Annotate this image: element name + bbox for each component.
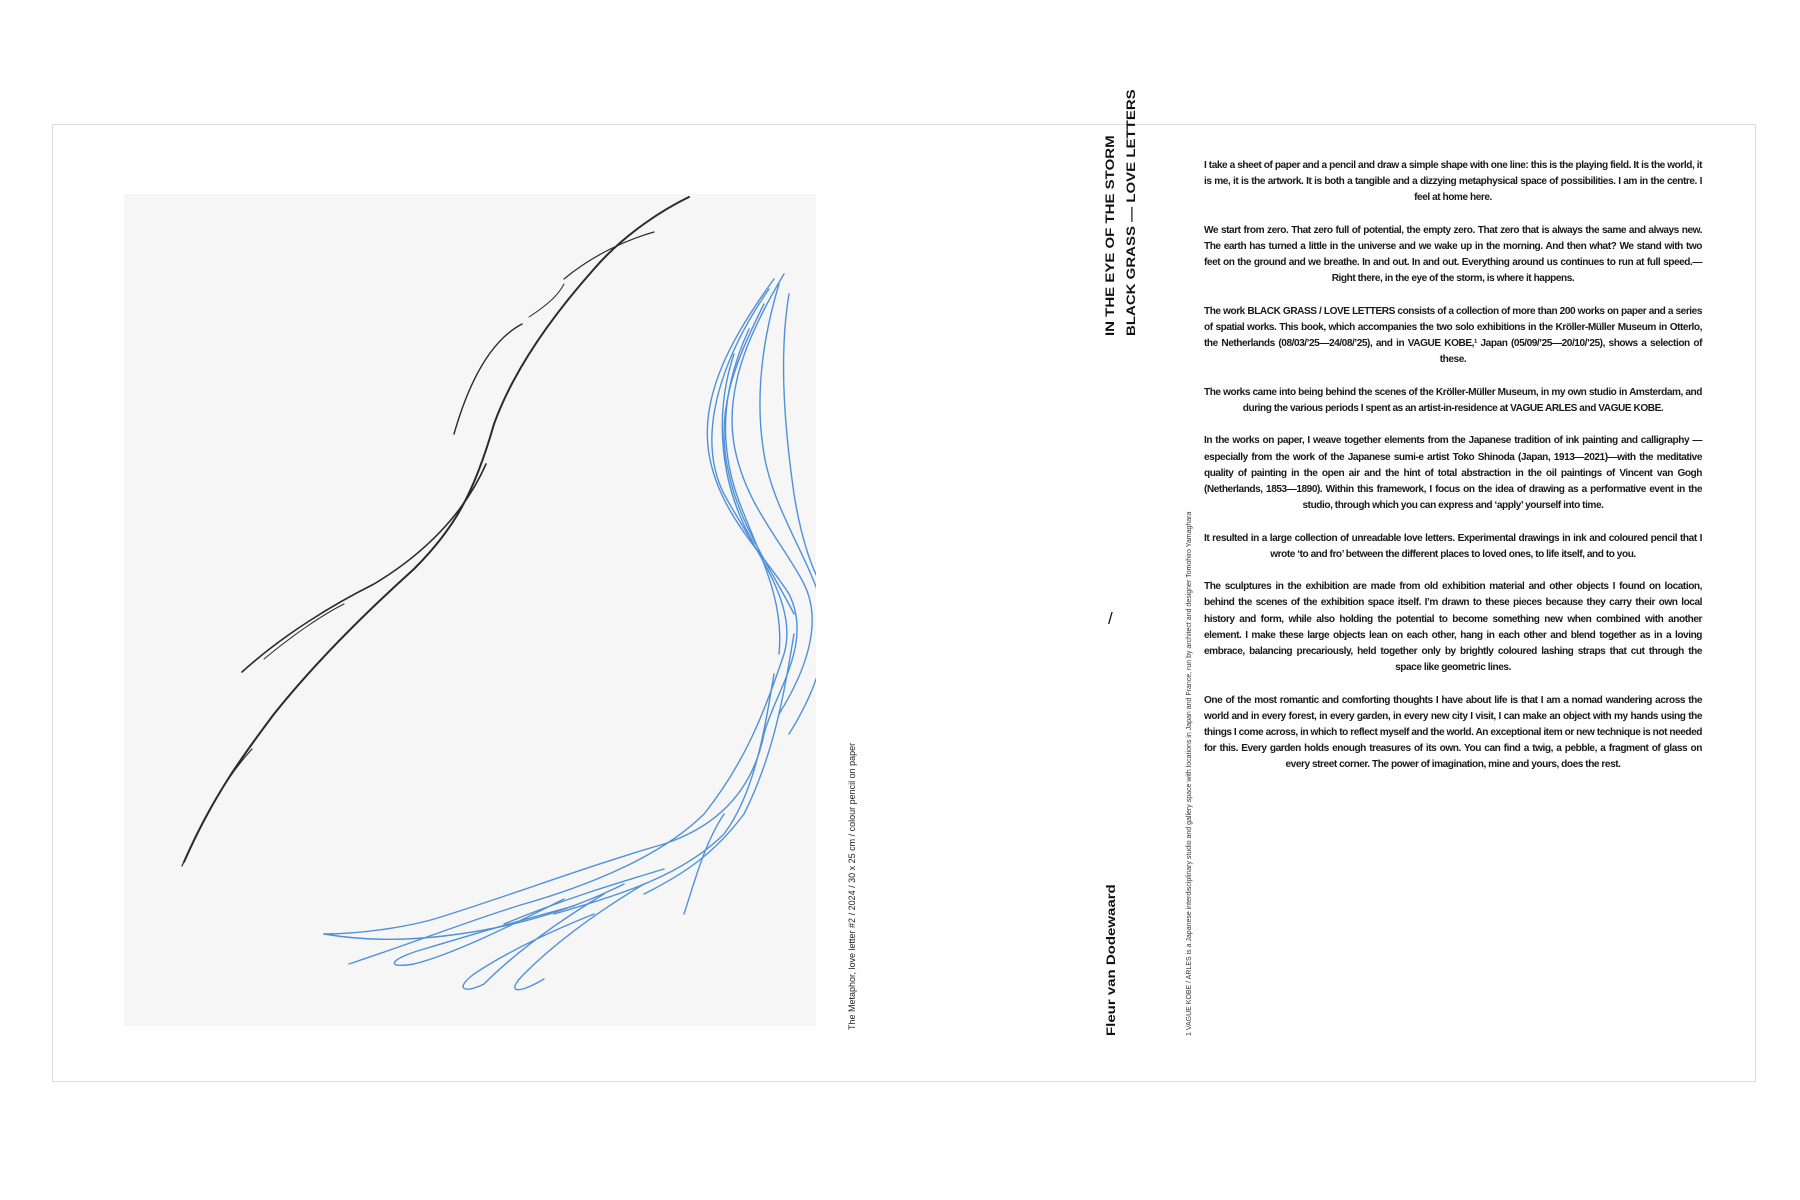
paragraph: The work BLACK GRASS / LOVE LETTERS consists of a collection of more than 200 works on paper and a series of spatial works. This book, which accompanies the two solo exhibitions in the Kröller-Müller Museum in Otterlo, the Netherlands (08/03/’25—24/08/’25), and in VAGUE KOBE,¹ Japan (05/09/’25—20/10/’25), shows a selection of these.	[1204, 305, 1702, 366]
paragraph: I take a sheet of paper and a pencil and draw a simple shape with one line: this is the playing field. It is the world, it is me, it is the artwork. It is both a tangible and a dizzying metaphysical space of possibilities. I am in the centre. I feel at home here.	[1204, 160, 1702, 204]
graphite-line	[182, 197, 689, 866]
paragraph: One of the most romantic and comforting thoughts I have about life is that I am a nomad wandering across the world and in every forest, in every garden, in every new city I visit, I can make an object with my hands using the things I come across, in which to reflect myself and the world. An exceptional item or new technique is not needed for this. Every garden holds enough treasures of its own. You can find a twig, a pebble, a fragment of glass on every street corner. The power of imagination, mine and yours, does the rest.	[1204, 694, 1702, 771]
footnote: 1 VAGUE KOBE / ARLES is a Japanese interdisciplinary studio and gallery space with locations in Japan and France, run by architect and designer Tomohiro Yamaghara	[1186, 511, 1193, 1036]
paragraph: We start from zero. That zero full of potential, the empty zero. That zero that is always the same and always new. The earth has turned a little in the universe and we wake up in the morning. And then what? We stand with two feet on the ground and we breathe. In and out. In and out. Everything around us continues to run at full speed.—Right there, in the eye of the storm, is where it happens.	[1204, 224, 1702, 285]
paragraph: The works came into being behind the scenes of the Kröller-Müller Museum, in my own studio in Amsterdam, and during the various periods I spent as an artist-in-residence at VAGUE ARLES and VAGUE KOBE.	[1204, 386, 1702, 414]
paragraph: It resulted in a large collection of unreadable love letters. Experimental drawings in ink and coloured pencil that I wrote ‘to and fro’ between the different places to loved ones, to life itself, and to you.	[1204, 532, 1702, 560]
author-name: Fleur van Dodewaard	[1104, 884, 1119, 1036]
book-subtitle: BLACK GRASS — LOVE LETTERS	[1124, 89, 1139, 336]
artwork-image	[124, 194, 816, 1026]
blue-pencil-scribble	[324, 274, 816, 990]
paragraph: The sculptures in the exhibition are made from old exhibition material and other objects I found on location, behind the scenes of the exhibition space itself. I’m drawn to these pieces because they carry their own local history and form, while also holding the potential to become something new when combined with another element. I make these large objects lean on each other, hang in each other and blend together as in a loving embrace, balancing precariously, held together only by brightly coloured lashing straps that cut through the space like geometric lines.	[1204, 581, 1702, 674]
separator: /	[1108, 609, 1113, 628]
drawing-graphic	[124, 194, 816, 1026]
paragraph: In the works on paper, I weave together elements from the Japanese tradition of ink painting and calligraphy —especially from the work of the Japanese sumi-e artist Toko Shinoda (Japan, 1913—2021)—with the meditative quality of painting in the open air and the hint of total abstraction in the oil paintings of Vincent van Gogh (Netherlands, 1853—1890). Within this framework, I focus on the idea of drawing as a performative event in the studio, through which you can express and ‘apply’ yourself into time.	[1204, 435, 1702, 512]
artwork-caption: The Metaphor, love letter #2 / 2024 / 30 x 25 cm / colour pencil on paper	[847, 742, 857, 1030]
body-text	[1204, 158, 1702, 774]
book-title: IN THE EYE OF THE STORM	[1103, 135, 1118, 336]
